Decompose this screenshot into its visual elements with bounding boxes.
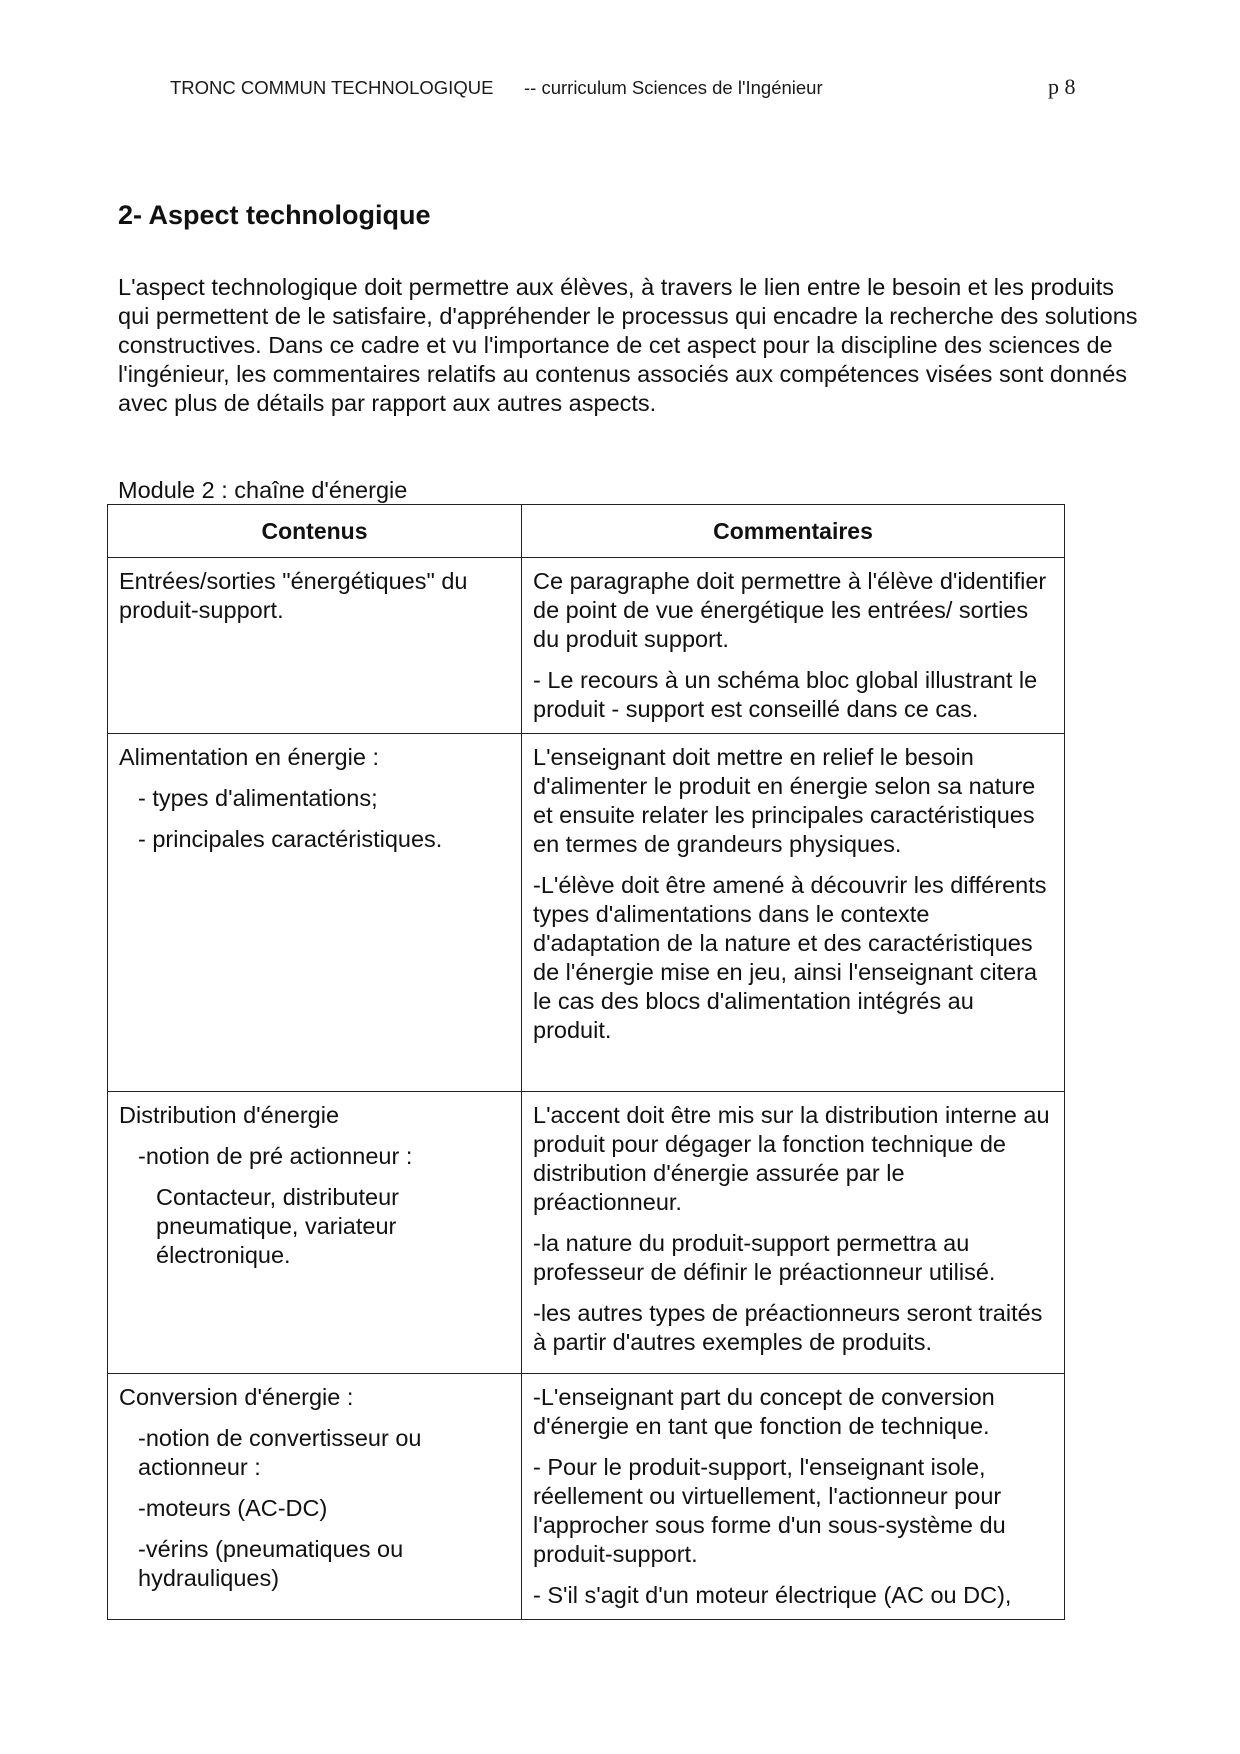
commentaire-paragraph: - Le recours à un schéma bloc global illustrant le produit - support est conseillé dans ce cas.	[533, 667, 1038, 722]
contenus-cell	[108, 558, 522, 734]
commentaire-paragraph: -la nature du produit-support permettra au professeur de définir le préactionneur utilisé.	[533, 1230, 996, 1285]
contenus-cell	[108, 734, 522, 1092]
contenus-subitem: - types d'alimentations;	[138, 785, 378, 811]
contenus-subitem: -vérins (pneumatiques ou hydrauliques)	[138, 1536, 404, 1591]
commentaire-paragraph: -les autres types de préactionneurs seront traités à partir d'autres exemples de produits.	[533, 1300, 1043, 1355]
contenus-cell	[108, 1092, 522, 1374]
commentaire-paragraph: -L'élève doit être amené à découvrir les différents types d'alimentations dans le contexte d'adaptation de la nature et des caractéristiques de l'énergie mise en jeu, ainsi l'enseignant citera le cas des blocs d'alimentation intégrés au produit.	[533, 872, 1047, 1043]
commentaire-paragraph: -L'enseignant part du concept de conversion d'énergie en tant que fonction de technique.	[533, 1384, 995, 1439]
contenus-subitem: -notion de pré actionneur :	[138, 1143, 413, 1169]
commentaire-paragraph: Ce paragraphe doit permettre à l'élève d'identifier de point de vue énergétique les entrées/ sorties du produit support.	[533, 568, 1047, 652]
running-header-subtitle: -- curriculum Sciences de l'Ingénieur	[524, 77, 823, 98]
contenus-cell	[108, 1374, 522, 1620]
contenus-text: Distribution d'énergie	[119, 1102, 340, 1128]
contenus-text: Entrées/sorties "énergétiques" du produit-support.	[119, 568, 468, 623]
section-title: 2- Aspect technologique	[118, 200, 431, 230]
table-row	[108, 1092, 1065, 1374]
column-header-contenus: Contenus	[108, 505, 522, 558]
contenus-text: Alimentation en énergie :	[119, 744, 379, 770]
column-header-commentaires: Commentaires	[522, 505, 1065, 558]
contenus-text: Conversion d'énergie :	[119, 1384, 354, 1410]
contenus-subitem: -moteurs (AC-DC)	[138, 1495, 328, 1521]
table-row	[108, 558, 1065, 734]
contenus-subitem: - principales caractéristiques.	[138, 826, 443, 852]
commentaire-paragraph: - S'il s'agit d'un moteur électrique (AC ou DC),	[533, 1582, 1012, 1608]
commentaires-cell	[522, 1092, 1065, 1374]
running-header-title: TRONC COMMUN TECHNOLOGIQUE	[170, 77, 494, 98]
table-caption: Module 2 : chaîne d'énergie	[118, 477, 408, 503]
intro-paragraph: L'aspect technologique doit permettre aux élèves, à travers le lien entre le besoin et les produits qui permettent de le satisfaire, d'appréhender le processus qui encadre la recherche des solutions constructives. Dans ce cadre et vu l'importance de cet aspect pour la discipline des sciences de l'ingénieur, les commentaires relatifs au contenus associés aux compétences visées sont donnés avec plus de détails par rapport aux autres aspects.	[118, 274, 1138, 416]
table-header-row	[108, 505, 1065, 558]
commentaires-cell	[522, 1374, 1065, 1620]
table-row	[108, 1374, 1065, 1620]
commentaire-paragraph: L'accent doit être mis sur la distribution interne au produit pour dégager la fonction technique de distribution d'énergie assurée par le préactionneur.	[533, 1102, 1050, 1215]
commentaires-cell	[522, 734, 1065, 1092]
page-number: p 8	[1048, 74, 1076, 99]
contenus-subitem: Contacteur, distributeur pneumatique, variateur électronique.	[156, 1184, 399, 1268]
commentaires-cell	[522, 558, 1065, 734]
table-row	[108, 734, 1065, 1092]
contenus-subitem: -notion de convertisseur ou actionneur :	[138, 1425, 422, 1480]
module-table	[107, 504, 1065, 1620]
commentaire-paragraph: - Pour le produit-support, l'enseignant isole, réellement ou virtuellement, l'actionneur pour l'approcher sous forme d'un sous-système du produit-support.	[533, 1454, 1006, 1567]
commentaire-paragraph: L'enseignant doit mettre en relief le besoin d'alimenter le produit en énergie selon sa nature et ensuite relater les principales caractéristiques en termes de grandeurs physiques.	[533, 744, 1036, 857]
